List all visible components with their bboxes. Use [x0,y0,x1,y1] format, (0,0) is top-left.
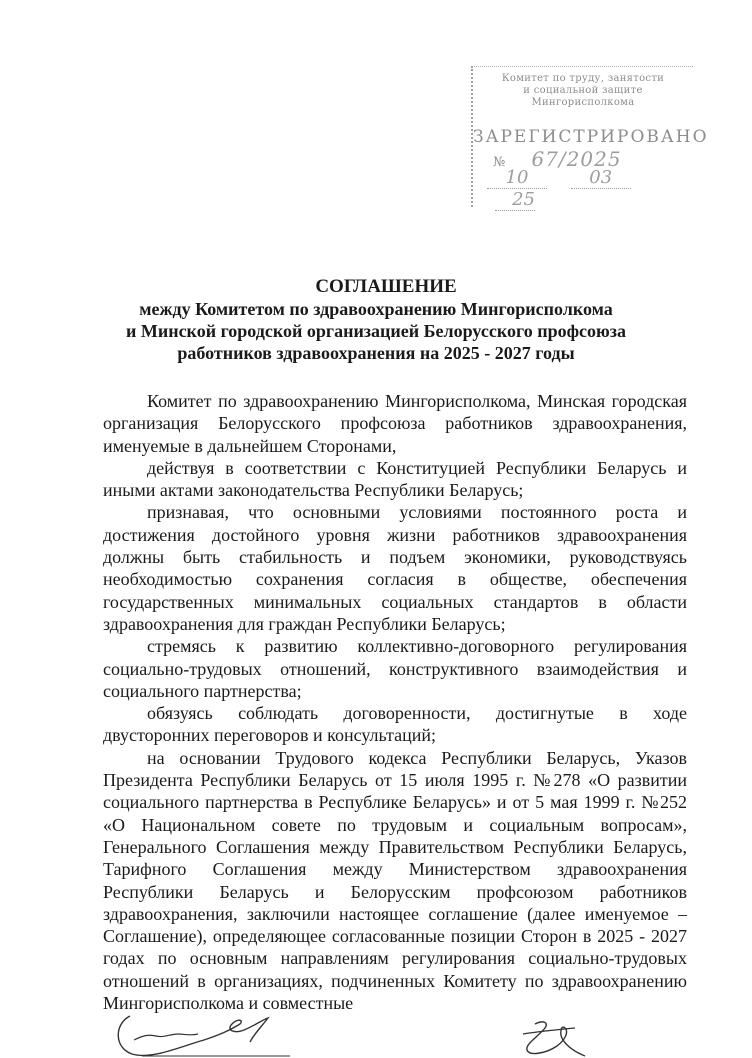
paragraph: действуя в соответствии с Конституцией Республики Беларусь и иными актами законодательства Республики Беларусь; [103,457,687,501]
title-heading: СОГЛАШЕНИЕ [315,276,457,297]
stamp-number-prefix: № [493,155,506,170]
paragraph: на основании Трудового кодекса Республики Беларусь, Указов Президента Республики Беларусь от 15 июля 1995 г. №278 «О развитии социального партнерства в Республике Беларусь» и от 5 мая 1999 г. №252 «О Национальном совете по трудовым и социальным вопросам», Генерального Соглашения между Правительством Республики Беларусь, Тарифного Соглашения между Министерством здравоохранения Республики Беларусь и Белорусским профсоюзом работников здравоохранения, заключили настоящее соглашение (далее именуемое – Соглашение), определяющее согласованные позиции Сторон в 2025 - 2027 годах по основным направлениям регулирования социально-трудовых отношений в организациях, подчиненных Комитету по здравоохранению Мингорисполкома и совместные [103,747,687,1014]
stamp-date-year: 25 [495,189,535,211]
stamp-registered: ЗАРЕГИСТРИРОВАНО [473,127,709,147]
title-line-2: и Минской городской организацией Белорусского профсоюза [125,321,627,341]
paragraph: признавая, что основными условиями постоянного роста и достижения достойного уровня жизни работников здравоохранения должны быть стабильность и подъем экономики, руководствуясь необходимостью сохранения согласия в обществе, обеспечения государственных минимальных социальных стандартов в области здравоохранения для граждан Республики Беларусь; [103,502,687,634]
stamp-org-line-2: и социальной защите [523,85,643,96]
signature-left [112,1010,292,1058]
title-line-1: между Комитетом по здравоохранению Мингорисполкома [139,299,613,319]
stamp-date-day: 10 [487,167,547,189]
paragraph: Комитет по здравоохранению Мингорисполкома, Минская городская организация Белорусского профсоюза работников здравоохранения, именуемые в дальнейшем Сторонами, [103,391,687,456]
paragraph: стремясь к развитию коллективно-договорного регулирования социально-трудовых отношений, конструктивного взаимодействия и социального партнерства; [103,636,687,701]
registration-stamp [471,66,709,210]
stamp-number-value: 67/2025 [531,147,622,171]
stamp-date [487,167,677,211]
signature-right [505,1016,595,1058]
stamp-org-line-3: Мингорисполкома [531,97,635,108]
stamp-org-line-1: Комитет по труду, занятости [501,73,665,84]
stamp-date-month: 03 [571,167,631,189]
title-line-3: работников здравоохранения на 2025 - 2027 годы [177,343,575,363]
paragraph: обязуясь соблюдать договоренности, достигнутые в ходе двусторонних переговоров и консультаций; [103,703,687,746]
document-title [0,276,752,364]
document-body [103,390,687,1014]
